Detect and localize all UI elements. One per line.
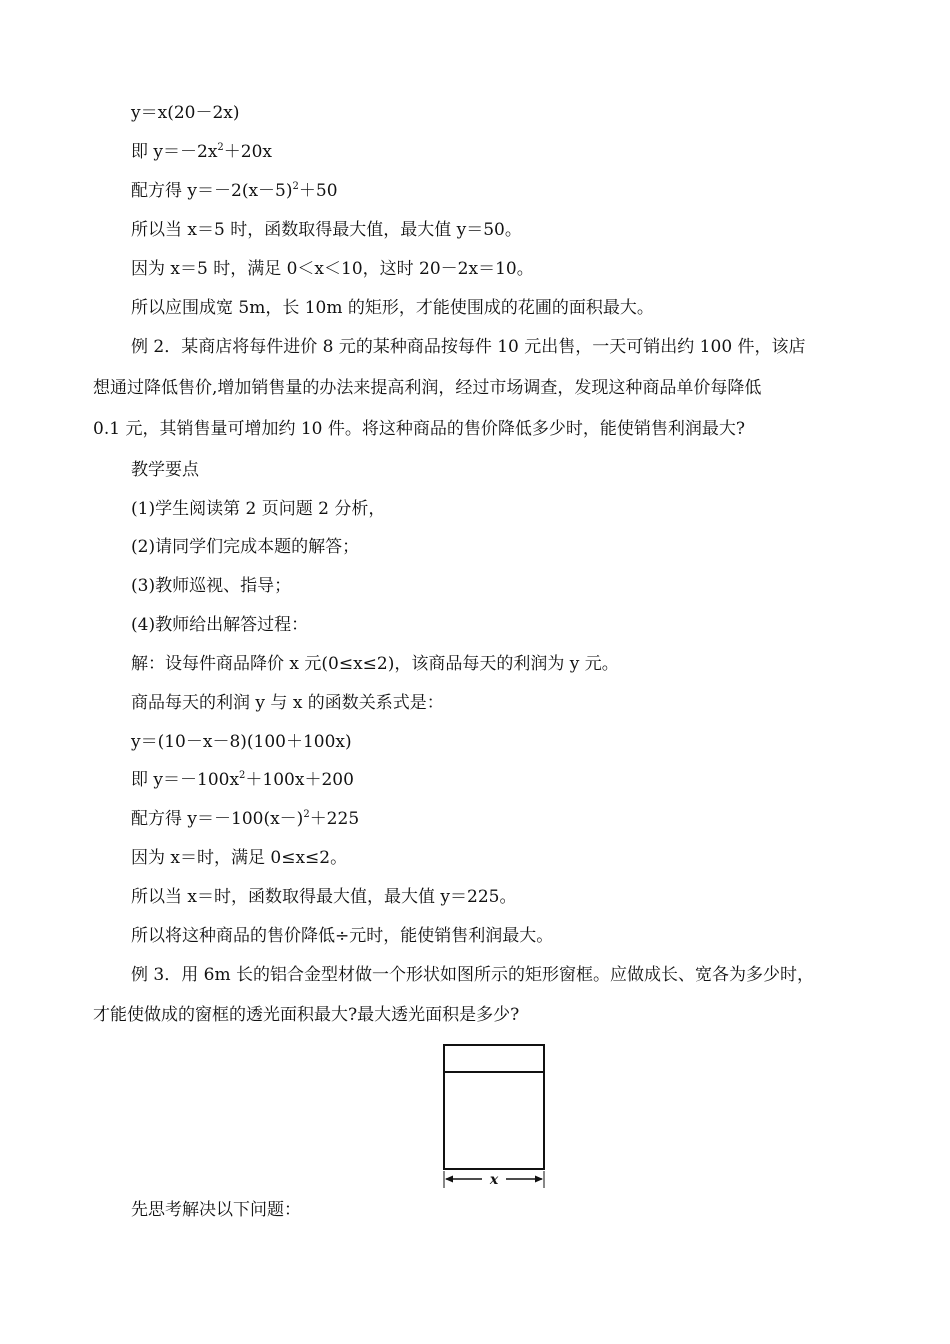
solution-line: 因为 x＝时，满足 0≤x≤2。 [131, 848, 348, 868]
window-frame-figure [438, 1043, 550, 1193]
equation-line: 即 $y=-2x^2+20x$ [131, 142, 273, 162]
example-2-text: 0.1 元，其销售量可增加约 10 件。将这种商品的售价降低多少时，能使销售利润最大? [93, 419, 745, 439]
equation-line: y＝(10－x－8)(100＋100x) [131, 732, 352, 752]
equation-line: 即 $y=-100x^2+100x+200$ [131, 770, 354, 790]
solution-line: 所以将这种商品的售价降低÷元时，能使销售利润最大。 [131, 926, 554, 946]
list-item: (3)教师巡视、指导； [131, 576, 292, 596]
equation-line: 配方得 $y=-2(x-5)^2+50$ [131, 181, 338, 201]
arrowhead-left [445, 1176, 453, 1183]
window-frame-outline [444, 1045, 544, 1169]
text-line: 先思考解决以下问题： [131, 1200, 301, 1220]
section-heading: 教学要点 [131, 460, 199, 480]
solution-line: 商品每天的利润 y 与 x 的函数关系式是： [131, 693, 444, 713]
text-line: 因为 x＝5 时，满足 0＜x＜10，这时 20－2x＝10。 [131, 259, 534, 279]
example-2-text: 想通过降低售价,增加销售量的办法来提高利润，经过市场调查，发现这种商品单价每降低 [93, 378, 762, 398]
example-3-text: 例 3．用 6m 长的铝合金型材做一个形状如图所示的矩形窗框。应做成长、宽各为多少时， [131, 965, 814, 985]
solution-line: 所以当 x＝时，函数取得最大值，最大值 y＝225。 [131, 887, 517, 907]
dimension-label-x: x [489, 1172, 499, 1188]
equation-line: y＝x(20－2x) [131, 103, 240, 123]
list-item: (4)教师给出解答过程： [131, 615, 309, 635]
example-2-text: 例 2．某商店将每件进价 8 元的某种商品按每件 10 元出售，一天可销出约 100 件，该店 [131, 337, 806, 357]
list-item: (1)学生阅读第 2 页问题 2 分析， [131, 499, 386, 519]
text-line: 所以应围成宽 5m，长 10m 的矩形，才能使围成的花圃的面积最大。 [131, 298, 654, 318]
arrowhead-right [535, 1176, 543, 1183]
list-item: (2)请同学们完成本题的解答； [131, 537, 360, 557]
equation-line: 配方得 $y=-100(x-)^2+225$ [131, 809, 360, 829]
text-line: 所以当 x＝5 时，函数取得最大值，最大值 y＝50。 [131, 220, 522, 240]
example-3-text: 才能使做成的窗框的透光面积最大?最大透光面积是多少? [93, 1005, 520, 1025]
solution-line: 解：设每件商品降价 x 元(0≤x≤2)，该商品每天的利润为 y 元。 [131, 654, 619, 674]
